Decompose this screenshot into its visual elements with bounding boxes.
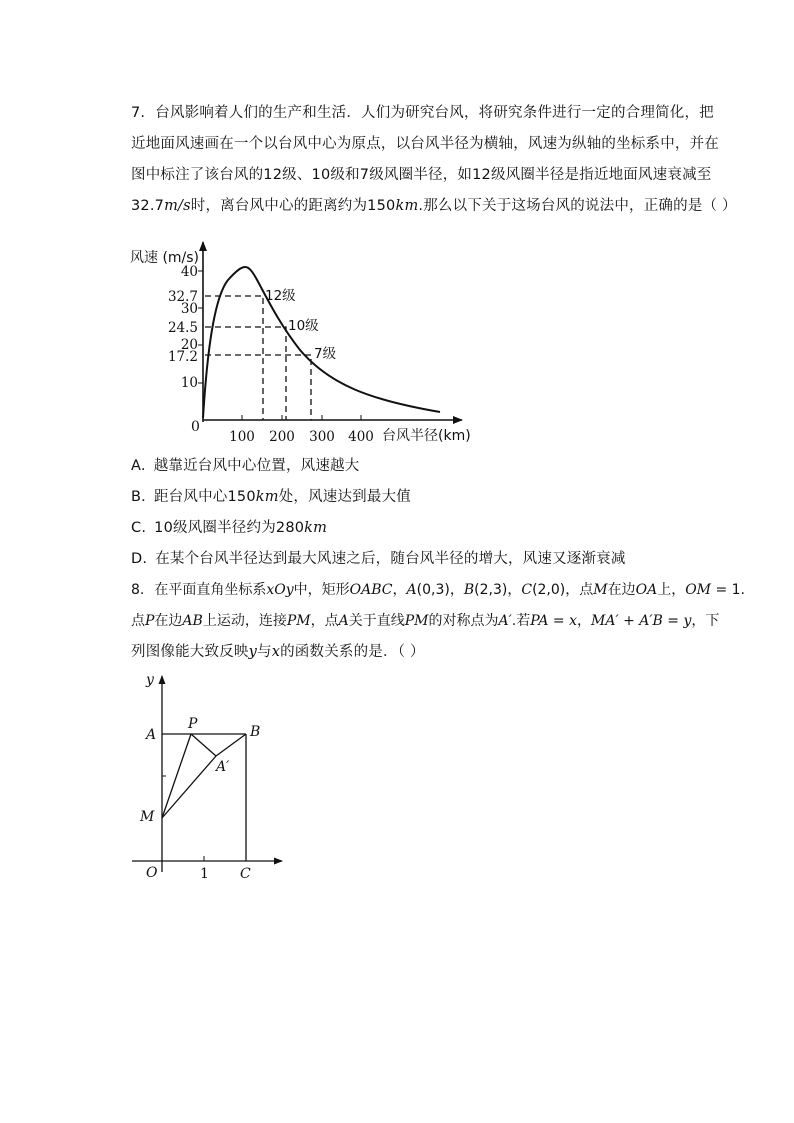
label-c: C [240, 866, 251, 882]
x-tick-200: 200 [269, 429, 295, 445]
annotation-7: 7级 [314, 346, 337, 362]
x-axis-label: 台风半径(km) [382, 428, 471, 444]
option-d[interactable]: D. 在某个台风半径达到最大风速之后，随台风半径的增大，风速又逐渐衰减 [131, 551, 626, 567]
segment-pa-prime [191, 734, 216, 756]
x-tick-400: 400 [348, 429, 374, 445]
y-tick-10: 10 [180, 375, 198, 391]
q7-number: 7. [131, 105, 146, 121]
segment-pm [162, 734, 191, 818]
q7-line-2: 近地面风速画在一个以台风中心为原点，以台风半径为横轴，风速为纵轴的坐标系中，并在 [131, 136, 719, 152]
segment-a-prime-b [216, 734, 246, 756]
annotation-10: 10级 [288, 318, 319, 334]
q7-line-1: 7. 台风影响着人们的生产和生活．人们为研究台风，将研究条件进行一定的合理简化，把 [131, 105, 714, 121]
q8-line-1: 8. 在平面直角坐标系xOy中，矩形OABC，A(0,3)，B(2,3)，C(2,0)，点M在边OA上，OM = 1. [131, 582, 746, 598]
x-tick-300: 300 [309, 429, 335, 445]
y-axis-label: 风速 (m/s) [130, 250, 200, 266]
label-y: y [146, 672, 154, 688]
option-b[interactable]: B. 距台风中心150km处，风速达到最大值 [131, 489, 411, 505]
q8-line-3: 列图像能大致反映y与x的函数关系的是．（ ） [131, 644, 425, 660]
label-p: P [188, 716, 198, 732]
annotation-12: 12级 [265, 288, 296, 304]
y-tick-30: 30 [180, 301, 198, 317]
q8-number: 8. [131, 582, 145, 598]
label-a-prime: A′ [216, 759, 230, 775]
origin-label: 0 [191, 419, 200, 435]
y-tick-20: 20 [180, 337, 198, 353]
y-tick-40: 40 [180, 264, 198, 280]
x-tick-100: 100 [229, 429, 255, 445]
q7-line-4: 32.7m/s时，离台风中心的距离约为150km.那么以下关于这场台风的说法中，正确的是（ ） [131, 198, 737, 214]
option-a[interactable]: A. 越靠近台风中心位置，风速越大 [131, 458, 360, 474]
q7-line-3: 图中标注了该台风的12级、10级和7级风圈半径，如12级风圈半径是指近地面风速衰减至 [131, 167, 712, 183]
y-tick-32-7: 32.7 [167, 289, 198, 305]
label-m: M [140, 809, 155, 825]
option-c[interactable]: C. 10级风圈半径约为280km [131, 520, 328, 536]
segment-ma-prime [162, 756, 216, 818]
q8-line-2: 点P在边AB上运动，连接PM，点A关于直线PM的对称点为A′.若PA = x，MA′ + A′B = y，下 [131, 613, 720, 629]
label-one: 1 [200, 866, 209, 882]
label-a: A [146, 727, 157, 743]
y-tick-17-2: 17.2 [167, 349, 198, 365]
y-tick-24-5: 24.5 [167, 320, 198, 336]
label-o: O [146, 865, 158, 881]
label-b: B [250, 724, 261, 740]
